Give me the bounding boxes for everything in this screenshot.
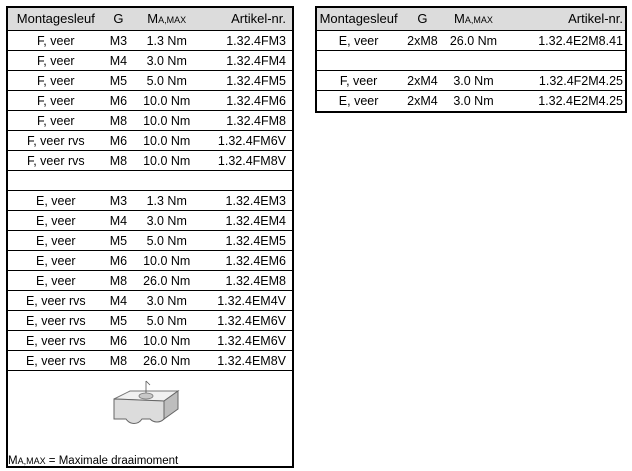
cell-montagesleuf: E, veer — [36, 254, 76, 268]
cell-artikel: 1.32.4FM8V — [217, 154, 286, 168]
table-row — [8, 291, 292, 311]
cell-g: M5 — [109, 74, 128, 88]
cell-artikel: 1.32.4E2M4.25 — [538, 94, 623, 108]
cell-montagesleuf: E, veer — [36, 214, 76, 228]
cell-montagesleuf: E, veer rvs — [25, 294, 86, 308]
header-artikel: Artikel-nr. — [231, 11, 286, 26]
cell-g: M6 — [109, 334, 128, 348]
cell-artikel: 1.32.4EM6V — [217, 314, 286, 328]
table-row — [8, 351, 292, 371]
header-torque — [133, 8, 200, 30]
header-montagesleuf: Montagesleuf — [319, 11, 398, 26]
footnote — [8, 455, 178, 467]
right-article-table — [315, 6, 627, 113]
cell-g: M4 — [109, 214, 128, 228]
cell-artikel — [502, 51, 625, 70]
table-row — [8, 111, 292, 131]
header-torque-sub: A,MAX — [158, 15, 187, 25]
cell-torque: 10.0 Nm — [143, 94, 191, 108]
cell-montagesleuf: E, veer — [36, 274, 76, 288]
table-row — [317, 51, 625, 71]
cell-artikel: 1.32.4FM6V — [217, 134, 286, 148]
header-torque-main: M — [147, 11, 159, 26]
cell-g: M4 — [109, 294, 128, 308]
cell-g: M8 — [109, 114, 128, 128]
cell-torque: 10.0 Nm — [143, 334, 191, 348]
cell-artikel: 1.32.4EM5 — [225, 234, 286, 248]
cell-montagesleuf — [8, 171, 104, 190]
cell-g: M3 — [109, 194, 128, 208]
table-row — [8, 311, 292, 331]
table-row — [8, 71, 292, 91]
cell-g: M4 — [109, 54, 128, 68]
cell-artikel: 1.32.4FM3 — [226, 34, 286, 48]
cell-torque: 3.0 Nm — [453, 94, 494, 108]
table-row — [8, 31, 292, 51]
table-row — [8, 191, 292, 211]
cell-artikel: 1.32.4E2M8.41 — [538, 34, 623, 48]
cell-montagesleuf: F, veer — [37, 54, 75, 68]
product-image-cell — [8, 371, 292, 466]
cell-g: M8 — [109, 154, 128, 168]
cell-g: M8 — [109, 354, 128, 368]
cell-montagesleuf: E, veer rvs — [25, 314, 86, 328]
cell-artikel: 1.32.4EM6V — [217, 334, 286, 348]
cell-montagesleuf: F, veer — [339, 74, 378, 88]
footnote-text: = Maximale draaimoment — [45, 455, 179, 467]
table-header — [317, 8, 625, 31]
cell-montagesleuf — [317, 51, 400, 70]
table-row — [8, 51, 292, 71]
left-table-body — [8, 31, 292, 371]
table-row — [8, 251, 292, 271]
cell-torque: 26.0 Nm — [143, 354, 191, 368]
table-row — [8, 91, 292, 111]
cell-artikel: 1.32.4EM4 — [225, 214, 286, 228]
cell-montagesleuf: F, veer rvs — [26, 134, 85, 148]
footnote-symbol-sub: A,MAX — [17, 456, 46, 466]
cell-montagesleuf: E, veer — [36, 234, 76, 248]
header-g: G — [113, 11, 124, 26]
header-g: G — [417, 11, 428, 26]
footnote-symbol: M — [8, 455, 18, 467]
cell-torque: 3.0 Nm — [453, 74, 494, 88]
table-row — [8, 271, 292, 291]
cell-montagesleuf: F, veer rvs — [26, 154, 85, 168]
cell-g: M6 — [109, 254, 128, 268]
cell-artikel: 1.32.4FM4 — [226, 54, 286, 68]
table-row — [317, 91, 625, 111]
cell-g: M8 — [109, 274, 128, 288]
cell-torque — [133, 171, 200, 190]
cell-torque: 1.3 Nm — [146, 194, 187, 208]
table-row — [8, 131, 292, 151]
cell-artikel: 1.32.4FM6 — [226, 94, 286, 108]
right-table-body — [317, 31, 625, 111]
cell-torque: 26.0 Nm — [449, 34, 498, 48]
table-row — [8, 151, 292, 171]
cell-artikel: 1.32.4F2M4.25 — [538, 74, 623, 88]
header-torque-main: M — [454, 11, 465, 26]
cell-torque: 3.0 Nm — [146, 54, 187, 68]
left-article-table — [6, 6, 294, 468]
cell-g: 2xM4 — [407, 74, 438, 88]
header-torque-sub: A,MAX — [464, 15, 493, 25]
cell-artikel — [200, 171, 292, 190]
cell-g: M6 — [109, 94, 128, 108]
table-row — [8, 331, 292, 351]
cell-montagesleuf: F, veer — [37, 94, 75, 108]
cell-torque: 5.0 Nm — [146, 234, 187, 248]
cell-g: 2xM4 — [407, 94, 438, 108]
cell-montagesleuf: E, veer — [338, 94, 379, 108]
cell-montagesleuf: E, veer rvs — [25, 334, 86, 348]
cell-torque: 5.0 Nm — [146, 314, 187, 328]
table-row — [317, 31, 625, 51]
header-montagesleuf: Montagesleuf — [16, 11, 95, 26]
cell-g: M6 — [109, 134, 128, 148]
cell-torque: 5.0 Nm — [146, 74, 187, 88]
cell-artikel: 1.32.4FM8 — [226, 114, 286, 128]
cell-torque: 10.0 Nm — [143, 114, 191, 128]
table-row — [8, 211, 292, 231]
cell-montagesleuf: F, veer — [37, 114, 75, 128]
cell-montagesleuf: E, veer — [338, 34, 379, 48]
cell-torque: 10.0 Nm — [143, 134, 191, 148]
cell-torque: 10.0 Nm — [143, 254, 191, 268]
cell-montagesleuf: F, veer — [37, 34, 75, 48]
cell-artikel: 1.32.4EM3 — [225, 194, 286, 208]
table-row — [317, 71, 625, 91]
cell-torque: 10.0 Nm — [143, 154, 191, 168]
header-artikel: Artikel-nr. — [568, 11, 623, 26]
cell-torque: 3.0 Nm — [146, 294, 187, 308]
cell-montagesleuf: E, veer — [36, 194, 76, 208]
cell-artikel: 1.32.4FM5 — [226, 74, 286, 88]
spring-nut-icon — [108, 379, 182, 433]
cell-artikel: 1.32.4EM6 — [225, 254, 286, 268]
cell-g — [104, 171, 134, 190]
cell-g: 2xM8 — [407, 34, 438, 48]
cell-montagesleuf: F, veer — [37, 74, 75, 88]
table-row — [8, 231, 292, 251]
cell-artikel: 1.32.4EM4V — [217, 294, 286, 308]
cell-torque — [445, 51, 502, 70]
cell-torque: 1.3 Nm — [146, 34, 187, 48]
cell-g: M3 — [109, 34, 128, 48]
cell-g — [400, 51, 445, 70]
cell-torque: 3.0 Nm — [146, 214, 187, 228]
cell-montagesleuf: E, veer rvs — [25, 354, 86, 368]
cell-artikel: 1.32.4EM8V — [217, 354, 286, 368]
table-header — [8, 8, 292, 31]
cell-g: M5 — [109, 314, 128, 328]
cell-torque: 26.0 Nm — [143, 274, 191, 288]
cell-g: M5 — [109, 234, 128, 248]
cell-artikel: 1.32.4EM8 — [225, 274, 286, 288]
table-row — [8, 171, 292, 191]
header-torque — [445, 8, 502, 30]
